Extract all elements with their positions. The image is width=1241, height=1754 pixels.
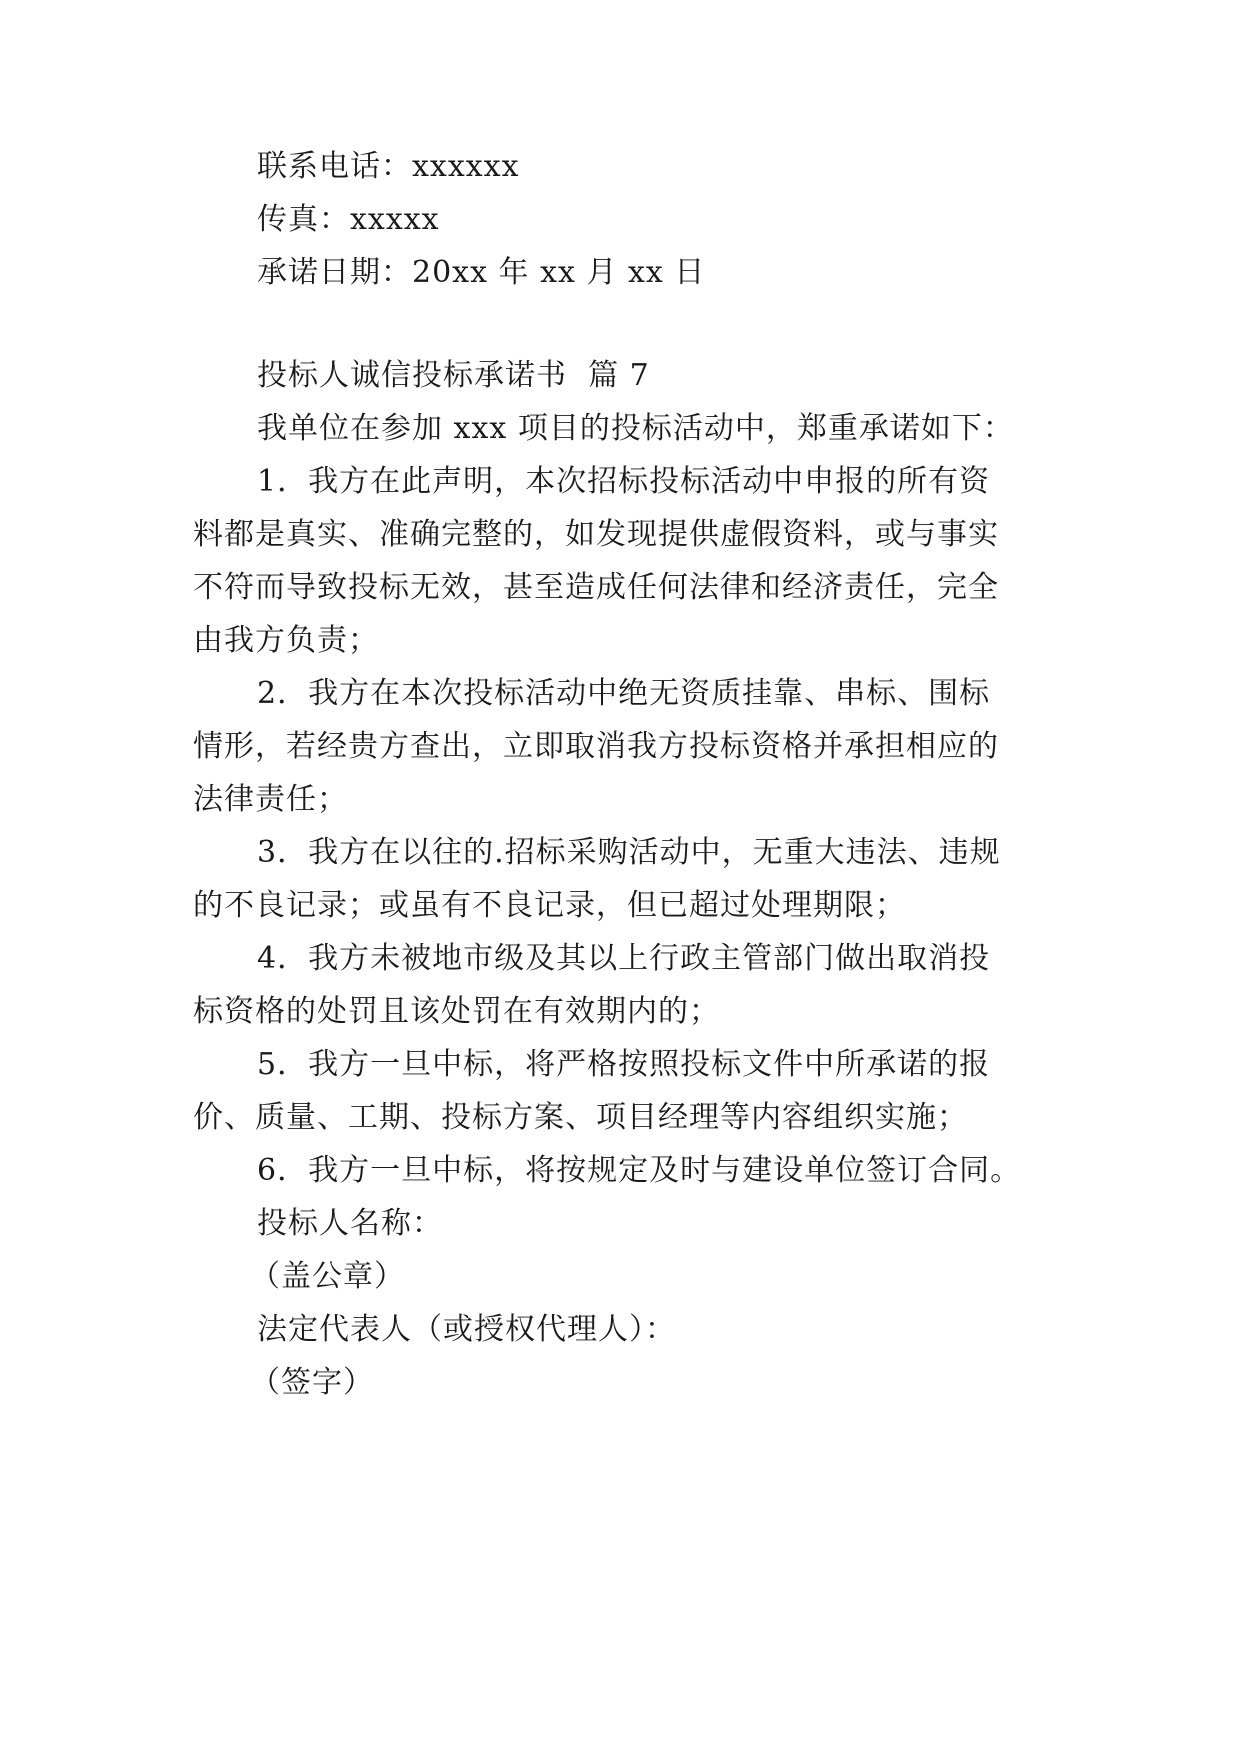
commitment-item-1-line-2: 料都是真实、准确完整的，如发现提供虚假资料，或与事实 <box>193 517 999 552</box>
commitment-item-4-line-2: 标资格的处罚且该处罚在有效期内的； <box>193 994 720 1029</box>
commitment-item-3-line-2: 的不良记录；或虽有不良记录，但已超过处理期限； <box>193 888 906 923</box>
fax: 传真：xxxxx <box>257 202 440 237</box>
commitment-item-5-line-2: 价、质量、工期、投标方案、项目经理等内容组织实施； <box>193 1100 968 1135</box>
seal-note: （盖公章） <box>250 1259 405 1294</box>
commitment-item-3-line-1: 3．我方在以往的.招标采购活动中，无重大违法、违规 <box>257 835 1001 870</box>
commitment-item-2-line-1: 2．我方在本次投标活动中绝无资质挂靠、串标、围标 <box>257 676 991 711</box>
commitment-item-2-line-3: 法律责任； <box>193 782 348 817</box>
signature-note: （签字） <box>250 1365 374 1400</box>
commitment-item-1-line-1: 1．我方在此声明，本次招标投标活动中申报的所有资 <box>257 464 991 499</box>
commitment-item-6-line-1: 6．我方一旦中标，将按规定及时与建设单位签订合同。 <box>257 1153 1022 1188</box>
section-title: 投标人诚信投标承诺书 篇 7 <box>257 358 650 393</box>
commitment-date: 承诺日期：20xx 年 xx 月 xx 日 <box>257 255 706 290</box>
commitment-item-2-line-2: 情形，若经贵方查出，立即取消我方投标资格并承担相应的 <box>193 729 999 764</box>
bidder-name-label: 投标人名称： <box>257 1206 443 1241</box>
legal-representative-label: 法定代表人（或授权代理人）： <box>257 1312 676 1347</box>
commitment-item-1-line-4: 由我方负责； <box>193 623 379 658</box>
commitment-item-4-line-1: 4．我方未被地市级及其以上行政主管部门做出取消投 <box>257 941 991 976</box>
commitment-item-5-line-1: 5．我方一旦中标，将严格按照投标文件中所承诺的报 <box>257 1047 991 1082</box>
contact-phone: 联系电话：xxxxxx <box>257 149 520 184</box>
commitment-item-1-line-3: 不符而导致投标无效，甚至造成任何法律和经济责任，完全 <box>193 570 999 605</box>
intro-paragraph: 我单位在参加 xxx 项目的投标活动中，郑重承诺如下： <box>257 411 1014 446</box>
